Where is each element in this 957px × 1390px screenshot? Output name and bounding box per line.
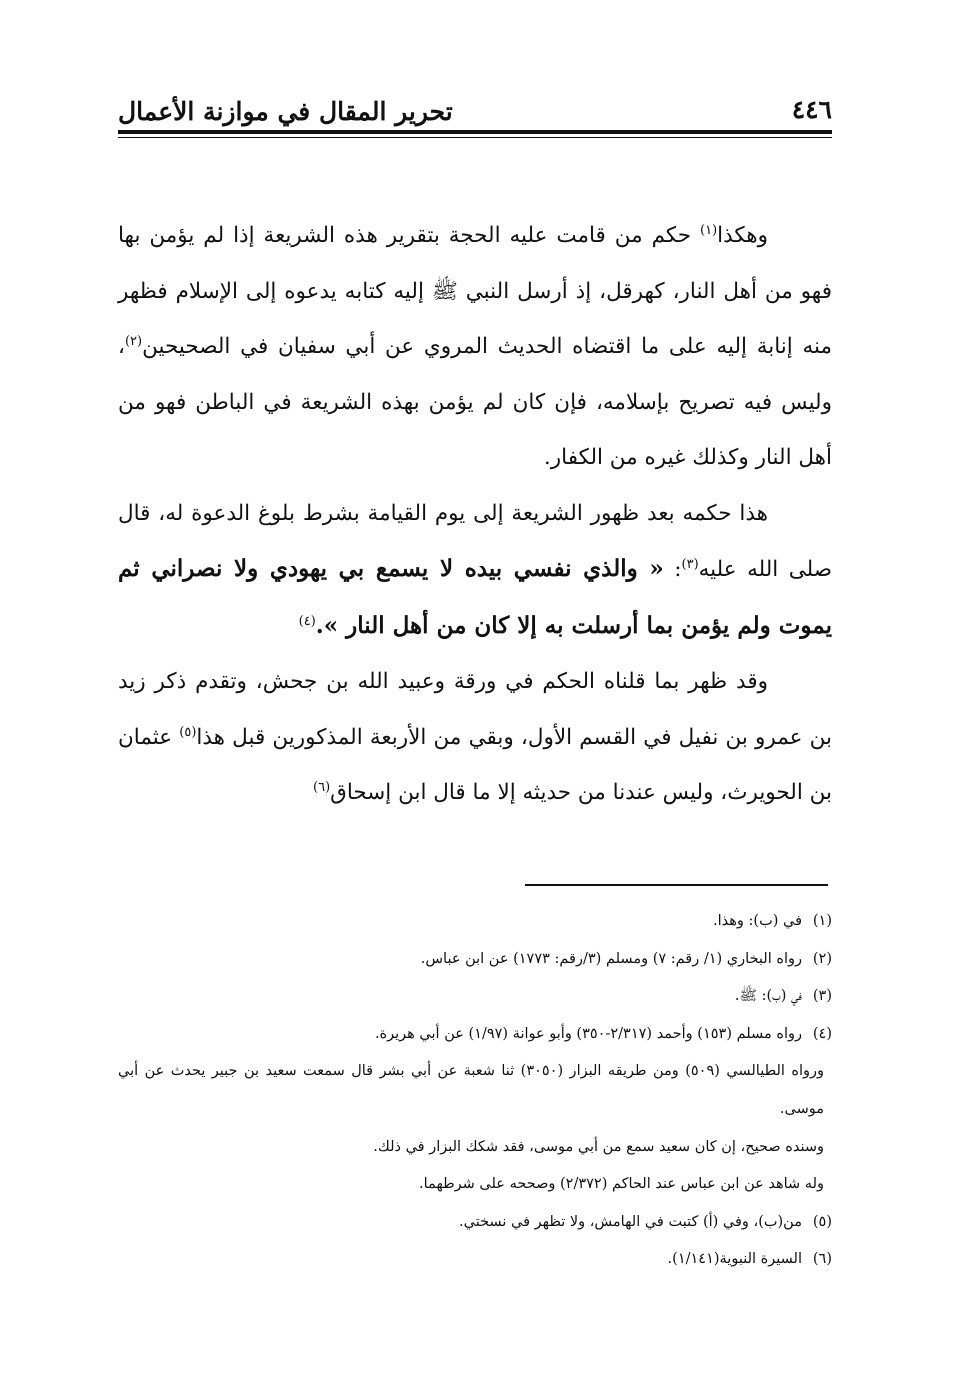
paragraph-3-part-1: وقد ظهر بما قلناه الحكم في ورقة وعبيد الله بن جحش، وتقدم ذكر زيد بن عمرو بن نفيل في القسم الأول، وبقي من الأربعة المذكورين قبل هذا [118, 669, 833, 750]
footnote-separator [525, 884, 828, 886]
header-rule-thick [118, 130, 832, 134]
footnote-text: في (ب): وهذا. [713, 913, 802, 929]
paragraph-1-part-2: حكم من قامت عليه الحجة بتقرير هذه الشريعة إذا لم يؤمن بها فهو من أهل النار، كهرقل، إذ أرسل النبي ﷺ إليه كتابه يدعوه إلى الإسلام فظهر منه إنابة إليه على ما اقتضاه الحديث المروي عن أبي سفيان في الصحيحين [118, 223, 833, 359]
footnote-text: السيرة النبوية(١/١٤١). [667, 1251, 802, 1268]
footnote-ref-2[interactable]: (٢) [124, 333, 143, 349]
book-title: تحرير المقال في موازنة الأعمال [118, 97, 453, 126]
footnote-number: (٥) [812, 1213, 832, 1230]
paragraph-1 [118, 208, 832, 486]
footnote-text: في (ب): ﷺ. [734, 988, 802, 1005]
footnote-number: (٦) [812, 1251, 832, 1268]
paragraph-1-part-3: ، وليس فيه تصريح بإسلامه، فإن كان لم يؤمن بهذه الشريعة في الباطن فهو من أهل النار وكذلك غيره من الكفار. [118, 334, 832, 470]
paragraph-3-part-2: عثمان بن الحويرث، وليس عندنا من حديثه إلا ما قال ابن إسحاق [118, 724, 832, 805]
footnote-4-continuation-1: ورواه الطيالسي (٥٠٩) ومن طريقه البزار (٣٠٥٠) ثنا شعبة عن أبي بشر قال سمعت سعيد بن جبير يحدث عن أبي موسى. [118, 1063, 824, 1117]
footnote-ref-5[interactable]: (٥) [179, 724, 197, 740]
footnotes [118, 903, 832, 1279]
paragraph-1-part-1: وهكذا [717, 223, 768, 248]
page-number: ٤٤٦ [791, 95, 832, 124]
footnote-4-continuation-3: وله شاهد عن ابن عباس عند الحاكم (٢/٣٧٢) وصححه على شرطهما. [419, 1176, 824, 1193]
footnote-number: (٤) [812, 1025, 832, 1042]
footnote-1 [118, 903, 832, 941]
footnote-ref-1[interactable]: (١) [700, 222, 718, 238]
paragraph-2 [118, 486, 832, 655]
footnote-2 [118, 941, 832, 979]
footnote-4 [118, 1016, 832, 1054]
paragraph-3 [118, 654, 832, 821]
main-text [118, 208, 832, 821]
footnote-3 [118, 978, 832, 1016]
footnote-text: من(ب)، وفي (أ) كتبت في الهامش، ولا تظهر في نسختي. [459, 1213, 802, 1230]
paragraph-2-part-2: : [663, 557, 682, 582]
footnote-ref-6[interactable]: (٦) [313, 779, 331, 795]
paragraph-2-part-1: هذا حكمه بعد ظهور الشريعة إلى يوم القيامة بشرط بلوغ الدعوة له، قال صلى الله عليه [118, 500, 833, 582]
footnote-4-continuation-2: وسنده صحيح، إن كان سعيد سمع من أبي موسى، فقد شكك البزار في ذلك. [373, 1138, 824, 1155]
footnote-6 [118, 1241, 832, 1279]
running-header [118, 82, 832, 132]
footnote-ref-4[interactable]: (٤) [298, 613, 316, 629]
footnote-number: (٢) [812, 950, 832, 967]
footnote-text: رواه مسلم (١٥٣) وأحمد (٢/٣١٧-٣٥٠) وأبو عوانة (١/٩٧) عن أبي هريرة. [374, 1025, 802, 1042]
footnote-ref-3[interactable]: (٣) [681, 556, 699, 572]
footnote-5 [118, 1204, 832, 1242]
hadith-quote: « والذي نفسي بيده لا يسمع بي يهودي ولا نصراني ثم يموت ولم يؤمن بما أرسلت به إلا كان من أهل النار ». [118, 555, 832, 639]
header-rule-thin [118, 137, 832, 138]
footnote-number: (١) [812, 913, 832, 929]
footnote-number: (٣) [812, 988, 832, 1005]
footnote-text: رواه البخاري (١/ رقم: ٧) ومسلم (٣/رقم: ١٧٧٣) عن ابن عباس. [420, 950, 802, 967]
